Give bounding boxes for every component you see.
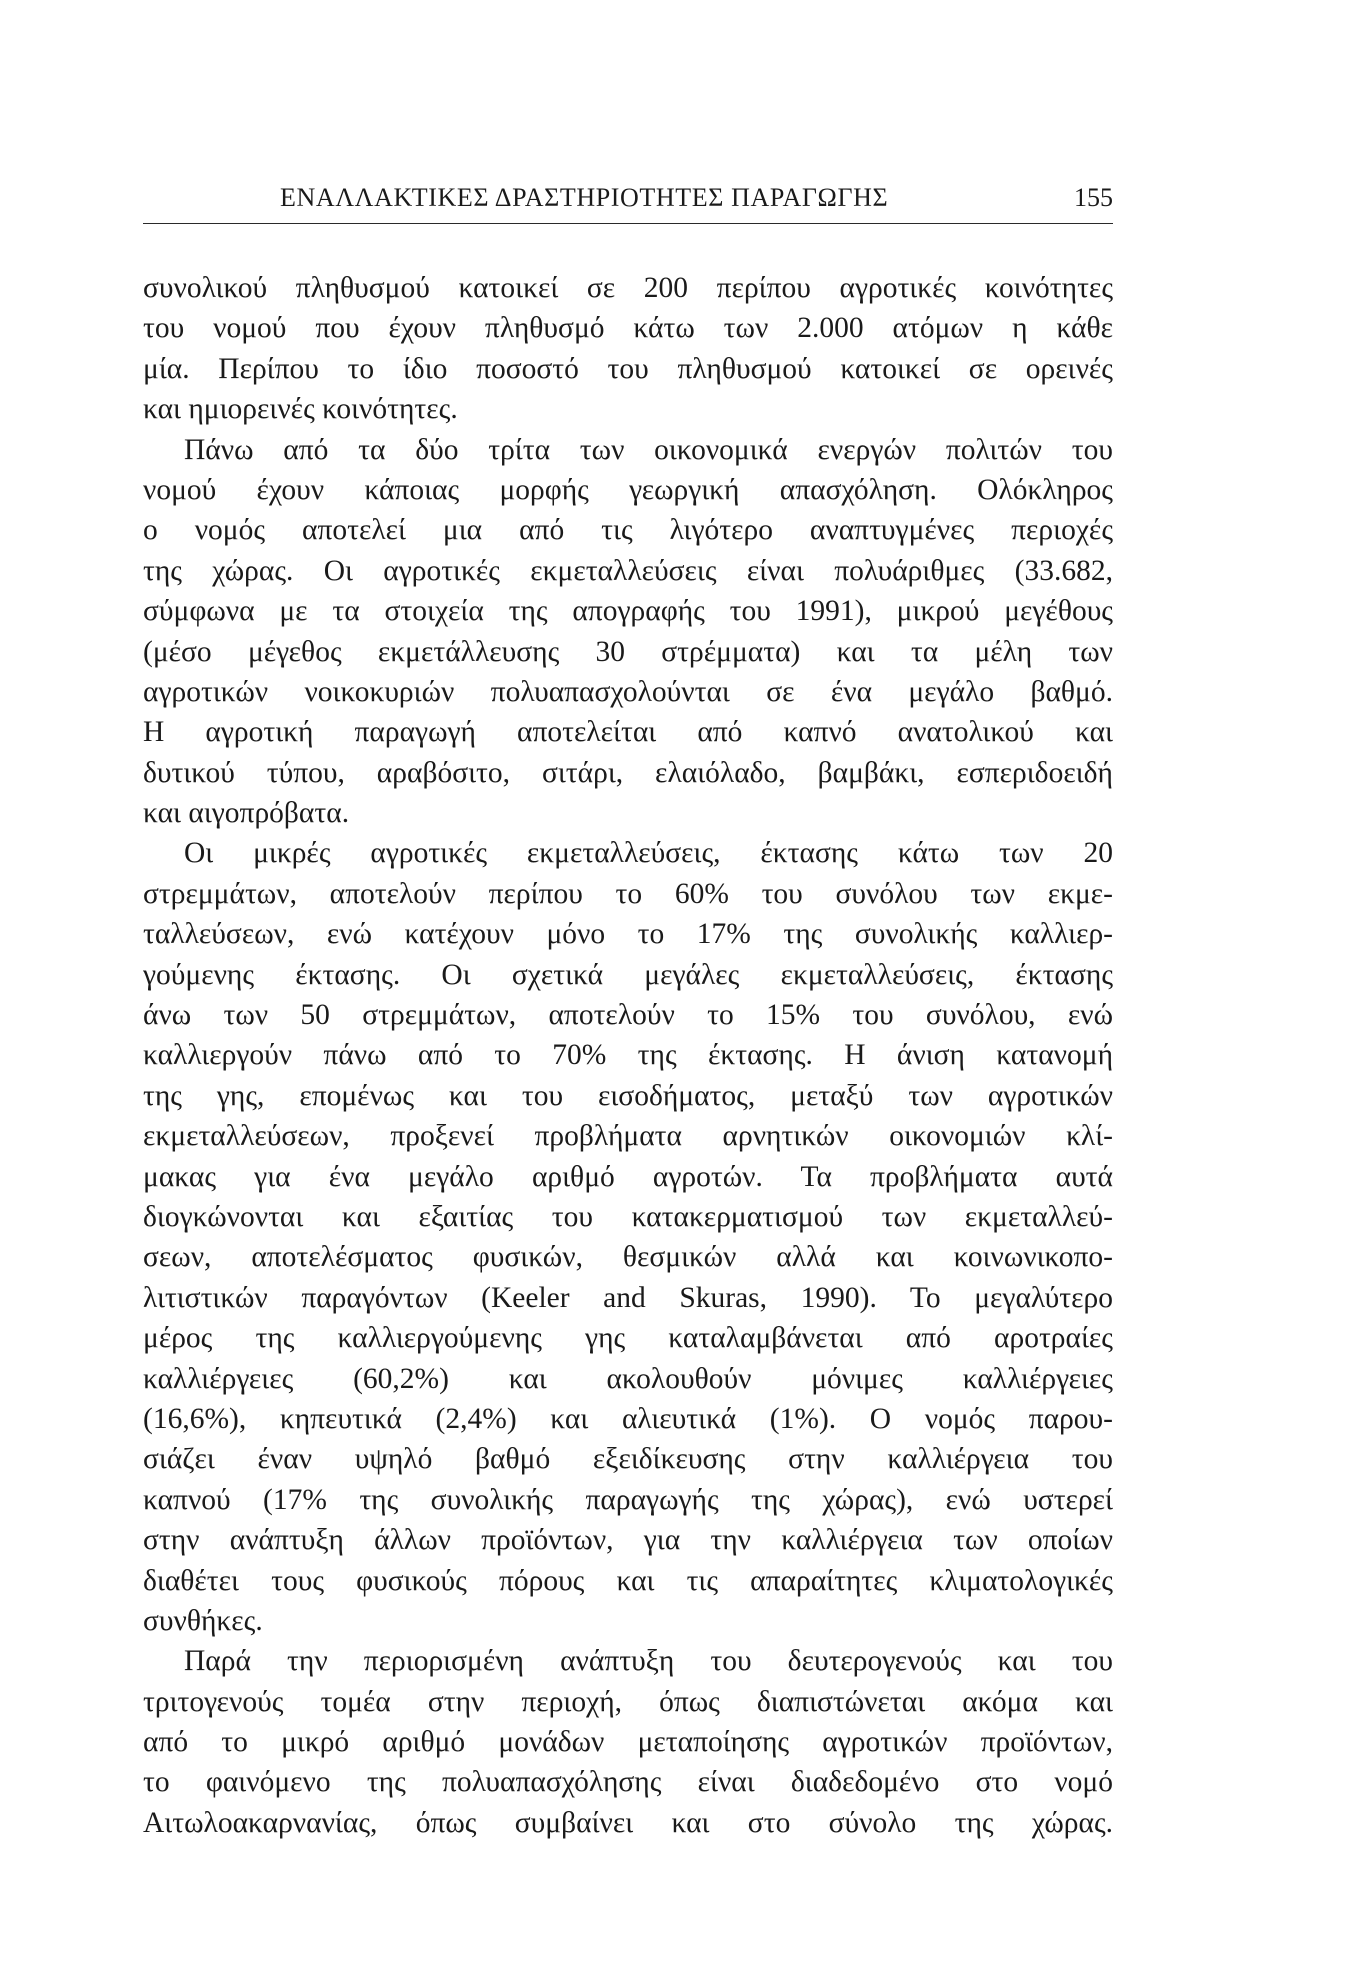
text-line: καπνού (17% της συνολικής παραγωγής της χώρας), ενώ υστερεί	[143, 1483, 1113, 1516]
paragraph-2	[143, 430, 1113, 834]
text-line: διογκώνονται και εξαιτίας του κατακερματισμού των εκμεταλλεύ-	[143, 1200, 1113, 1233]
text-line: το φαινόμενο της πολυαπασχόλησης είναι διαδεδομένο στο νομό	[143, 1766, 1113, 1799]
text-line: δυτικού τύπου, αραβόσιτο, σιτάρι, ελαιόλαδο, βαμβάκι, εσπεριδοειδή	[143, 756, 1113, 789]
text-line: γούμενης έκτασης. Οι σχετικά μεγάλες εκμεταλλεύσεις, έκτασης	[143, 958, 1113, 991]
text-line: Παρά την περιορισμένη ανάπτυξη του δευτερογενούς και του	[184, 1645, 1113, 1678]
page-number: 155	[1074, 183, 1113, 212]
text-line: συνολικού πληθυσμού κατοικεί σε 200 περίπου αγροτικές κοινότητες	[143, 272, 1113, 304]
text-line: και αιγοπρόβατα.	[143, 797, 350, 830]
paragraph-4	[143, 1641, 1113, 1843]
text-line: (μέσο μέγεθος εκμετάλλευσης 30 στρέμματα) και τα μέλη των	[143, 635, 1113, 668]
running-title: ΕΝΑΛΛΑΚΤΙΚΕΣ ΔΡΑΣΤΗΡΙΟΤΗΤΕΣ ΠΑΡΑΓΩΓΗΣ	[280, 183, 889, 212]
text-line: συνθήκες.	[143, 1604, 263, 1637]
text-line: Πάνω από τα δύο τρίτα των οικονομικά ενεργών πολιτών του	[184, 433, 1113, 466]
text-line: στην ανάπτυξη άλλων προϊόντων, για την καλλιέργεια των οποίων	[143, 1524, 1113, 1557]
body-text	[143, 268, 1113, 1843]
text-line: ο νομός αποτελεί μια από τις λιγότερο αναπτυγμένες περιοχές	[143, 514, 1113, 547]
text-line: εκμεταλλεύσεων, προξενεί προβλήματα αρνητικών οικονομιών κλί-	[143, 1120, 1113, 1153]
text-line: Οι μικρές αγροτικές εκμεταλλεύσεις, έκτασης κάτω των 20	[184, 837, 1113, 870]
text-line: σιάζει έναν υψηλό βαθμό εξειδίκευσης στην καλλιέργεια του	[143, 1443, 1113, 1476]
text-line: μία. Περίπου το ίδιο ποσοστό του πληθυσμού κατοικεί σε ορεινές	[143, 352, 1113, 385]
text-line: του νομού που έχουν πληθυσμό κάτω των 2.000 ατόμων η κάθε	[143, 312, 1113, 345]
paragraph-1	[143, 268, 1113, 430]
text-line: της χώρας. Οι αγροτικές εκμεταλλεύσεις είναι πολυάριθμες (33.682,	[143, 554, 1113, 587]
text-line: τριτογενούς τομέα στην περιοχή, όπως διαπιστώνεται ακόμα και	[143, 1685, 1113, 1718]
text-line: διαθέτει τους φυσικούς πόρους και τις απαραίτητες κλιματολογικές	[143, 1564, 1113, 1597]
text-line: καλλιέργειες (60,2%) και ακολουθούν μόνιμες καλλιέργειες	[143, 1362, 1113, 1395]
text-line: άνω των 50 στρεμμάτων, αποτελούν το 15% του συνόλου, ενώ	[143, 999, 1113, 1032]
text-line: στρεμμάτων, αποτελούν περίπου το 60% του συνόλου των εκμε-	[143, 877, 1113, 910]
text-line: σεων, αποτελέσματος φυσικών, θεσμικών αλλά και κοινωνικοπο-	[143, 1241, 1113, 1274]
text-line: σύμφωνα με τα στοιχεία της απογραφής του 1991), μικρού μεγέθους	[143, 595, 1113, 628]
text-line: της γης, επομένως και του εισοδήματος, μεταξύ των αγροτικών	[143, 1079, 1113, 1112]
text-line: (16,6%), κηπευτικά (2,4%) και αλιευτικά (1%). Ο νομός παρου-	[143, 1402, 1113, 1435]
text-line: νομού έχουν κάποιας μορφής γεωργική απασχόληση. Ολόκληρος	[143, 473, 1113, 506]
text-line: καλλιεργούν πάνω από το 70% της έκτασης. Η άνιση κατανομή	[143, 1039, 1113, 1072]
text-line: και ημιορεινές κοινότητες.	[143, 393, 458, 426]
text-line: από το μικρό αριθμό μονάδων μεταποίησης αγροτικών προϊόντων,	[143, 1726, 1113, 1759]
text-line: μέρος της καλλιεργούμενης γης καταλαμβάνεται από αροτραίες	[143, 1322, 1113, 1355]
text-line: λιτιστικών παραγόντων (Keeler and Skuras, 1990). Το μεγαλύτερο	[143, 1281, 1113, 1314]
text-line: Αιτωλοακαρνανίας, όπως συμβαίνει και στο σύνολο της χώρας.	[143, 1806, 1113, 1839]
text-line: αγροτικών νοικοκυριών πολυαπασχολούνται σε ένα μεγάλο βαθμό.	[143, 675, 1113, 708]
running-header	[143, 183, 1113, 224]
text-line: ταλλεύσεων, ενώ κατέχουν μόνο το 17% της συνολικής καλλιερ-	[143, 918, 1113, 951]
paragraph-3	[143, 833, 1113, 1641]
text-line: μακας για ένα μεγάλο αριθμό αγροτών. Τα προβλήματα αυτά	[143, 1160, 1113, 1193]
text-line: Η αγροτική παραγωγή αποτελείται από καπνό ανατολικού και	[143, 716, 1113, 749]
